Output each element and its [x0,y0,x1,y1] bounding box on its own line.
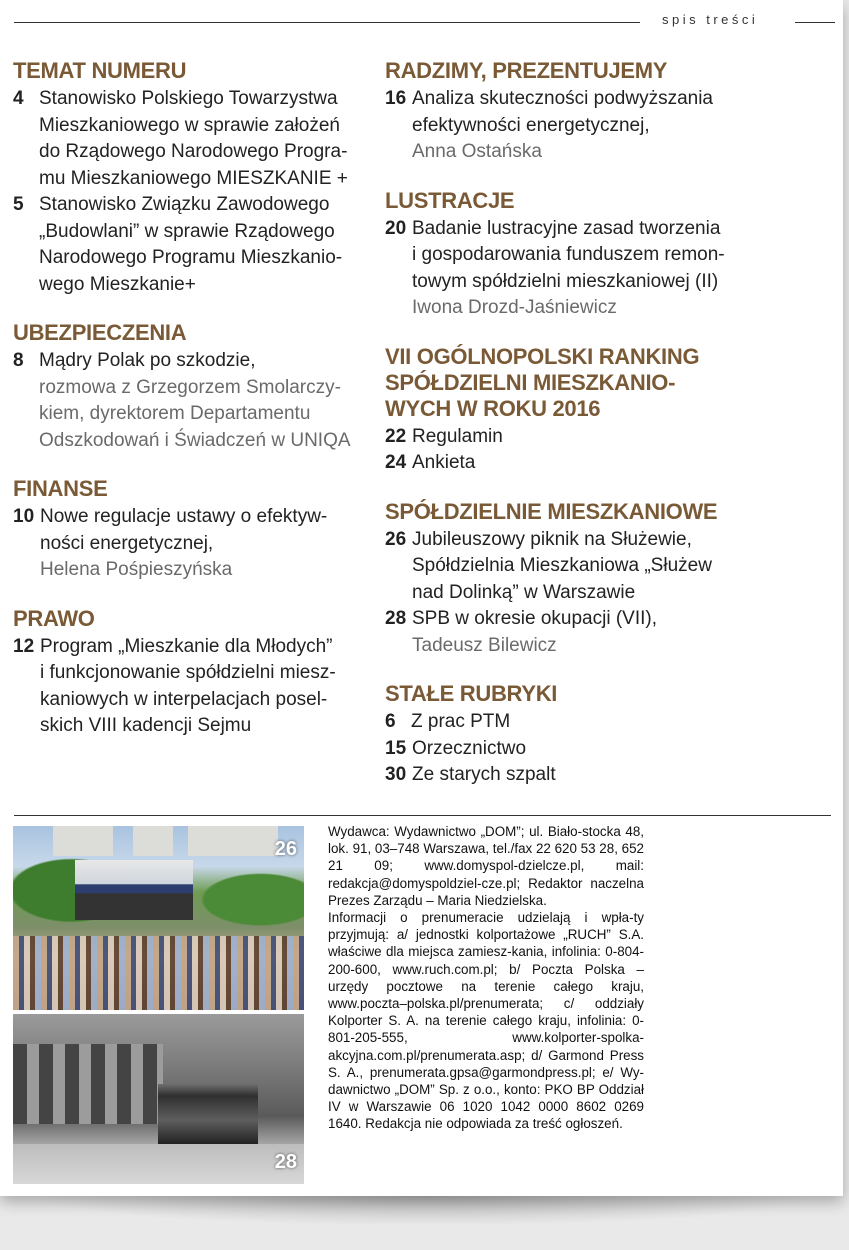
entry-title-line: Program „Mieszkanie dla Młodych” [40,635,333,657]
entry-title-line: wego Mieszkanie+ [39,273,196,295]
entry-author-line: rozmowa z Grzegorzem Smolarczy- [39,376,341,398]
header-rule-left [14,22,640,23]
entry-title-line: skich VIII kadencji Sejmu [40,715,252,736]
entry-title-line: Mądry Polak po szkodzie, [39,350,256,371]
photo-page-number: 28 [274,1151,297,1173]
entry-author-line: kiem, dyrektorem Departamentu [39,403,311,424]
entry-title-line: Nowe regulacje ustawy o efektyw- [40,506,328,527]
toc-entry[interactable] [385,709,735,736]
footer-separator [14,815,831,816]
toc-entry[interactable] [13,348,358,454]
entry-title-line: Spółdzielnia Mieszkaniowa „Służew [412,555,712,576]
page-number: 26 [385,528,407,550]
section-heading: LUSTRACJE [385,187,515,213]
toc-entry[interactable] [385,86,735,166]
entry-author-line: Tadeusz Bilewicz [412,634,557,656]
toc-section [13,606,358,740]
entry-title-line: Stanowisko Związku Zawodowego [39,194,330,215]
page-number: 20 [385,217,407,239]
page-number: 10 [13,506,35,527]
entry-title-line: towym spółdzielni mieszkaniowej (II) [412,270,719,292]
entry-body [412,527,735,607]
publisher-info: Wydawca: Wydawnictwo „DOM”; ul. Biało-stocka 48, lok. 91, 03–748 Warszawa, tel./fax 22 620 53 28, 652 21 09; www.domyspol-dzielcze.pl, mail: redakcja@domyspoldziel-cze.pl; Redaktor naczelna Prezes Zarządu – Maria Niedzielska. [328,824,644,908]
section-heading-line: SPÓŁDZIELNI MIESZKANIO- [385,369,676,395]
entry-title-line: Regulamin [412,425,503,447]
section-heading-line: VII OGÓLNOPOLSKI RANKING [385,343,700,369]
entry-author-line: Helena Pośpieszyńska [40,559,233,580]
toc-section [385,188,735,322]
entry-title-line: Badanie lustracyjne zasad tworzenia [412,217,721,239]
entry-body [412,216,735,322]
entry-title-line: Ze starych szpalt [412,764,556,785]
entry-author-line: Iwona Drozd-Jaśniewicz [412,297,617,318]
entry-title-line: Z prac PTM [411,711,511,732]
section-heading-line: WYCH W ROKU 2016 [385,395,601,421]
entry-title-line: mu Mieszkaniowego MIESZKANIE + [39,167,348,189]
page-number: 8 [13,350,24,371]
entry-title-line: „Budowlani” w sprawie Rządowego [39,220,335,242]
section-heading: PRAWO [13,605,95,631]
entry-title-line: Narodowego Programu Mieszkanio- [39,247,343,268]
section-heading: STAŁE RUBRYKI [385,681,558,706]
section-heading: UBEZPIECZENIA [13,320,187,345]
toc-entry[interactable] [385,606,735,659]
entry-title-line: Orzecznictwo [412,737,527,759]
entry-body [412,606,735,659]
photo-historic-street [13,1014,304,1184]
toc-entry[interactable] [385,450,735,477]
section-heading: RADZIMY, PREZENTUJEMY [385,58,668,83]
entry-body [39,86,358,192]
toc-section [13,58,358,298]
page-number: 12 [13,635,35,657]
toc-entry[interactable] [385,424,735,451]
entry-title-line: do Rządowego Narodowego Progra- [39,141,348,162]
toc-section [385,681,735,789]
toc-entry[interactable] [13,192,358,298]
entry-body [412,736,735,763]
entry-body [39,348,358,454]
entry-body [412,762,735,789]
section-label: spis treści [662,12,759,27]
toc-right-column [385,58,735,811]
entry-title-line: i gospodarowania funduszem remon- [412,244,725,265]
entry-body [40,504,358,584]
entry-title-line: Analiza skuteczności podwyższania [412,88,713,109]
toc-entry[interactable] [385,736,735,763]
entry-body [412,450,735,477]
toc-entry[interactable] [385,216,735,322]
page-number: 4 [13,88,24,109]
page-number: 28 [385,608,407,629]
section-heading: FINANSE [13,476,108,501]
entry-author-line: Anna Ostańska [412,141,542,162]
page-number: 5 [13,194,24,215]
page-shadow [30,1196,820,1226]
page-number: 30 [385,764,407,785]
entry-title-line: Stanowisko Polskiego Towarzystwa [39,88,338,109]
entry-title-line: Ankieta [412,452,476,473]
section-heading: TEMAT NUMERU [13,58,187,83]
toc-section [13,320,358,454]
toc-entry[interactable] [13,86,358,192]
entry-title-line: i funkcjonowanie spółdzielni miesz- [40,662,336,683]
photo-page-number: 26 [274,838,297,860]
entry-title-line: kaniowych w interpelacjach posel- [40,688,328,710]
toc-left-column [13,58,358,762]
section-heading: SPÓŁDZIELNIE MIESZKANIOWE [385,498,718,524]
road-graphic [13,1144,304,1184]
page-number: 15 [385,737,407,759]
entry-author-line: Odszkodowań i Świadczeń w UNIQA [39,429,351,451]
page-number: 24 [385,452,407,473]
entry-title-line: ności energetycznej, [40,532,214,554]
toc-section [13,476,358,584]
entry-title-line: Jubileuszowy piknik na Służewie, [412,528,692,550]
toc-section [385,344,735,477]
toc-section [385,58,735,166]
page-number: 16 [385,88,407,109]
entry-body [412,424,735,451]
subscription-info: Informacji o prenumeracie udzielają i wpła-ty przyjmują: a/ jednostki kolportażowe „RUCH” S.A. właściwe dla miejsca zamiesz-kania, infolinia: 0-804-200-600, www.ruch.com.pl; b/ Poczta Polska – urzędy pocztowe na terenie całego kraju, www.poczta–polska.pl/prenumerata; c/ oddziały Kolporter S. A. na terenie całego kraju, infolinia: 0-801-205-555, www.kolporter-spolka-akcyjna.com.pl/prenumerata.asp; d/ Garmond Press S. A., prenumerata.gpsa@garmondpress.pl; e/ Wy-dawnictwo „DOM” Sp. z o.o., konto: PKO BP Oddział IV w Warszawie 06 1020 1042 0000 8602 0269 1640. Redakcja nie odpowiada za treść ogłoszeń. [328,910,644,1132]
tram-graphic [158,1084,258,1144]
header-rule-right [795,22,835,23]
page-number: 22 [385,425,407,447]
toc-section [385,499,735,660]
entry-body [412,86,735,166]
toc-entry[interactable] [13,504,358,584]
photo-picnic [13,826,304,1010]
entry-title-line: Mieszkaniowego w sprawie założeń [39,114,340,136]
entry-body [39,192,358,298]
entry-body [40,634,358,740]
page-number: 6 [385,711,396,732]
toc-entry[interactable] [385,527,735,607]
stage-graphic [75,860,193,920]
entry-title-line: SPB w okresie okupacji (VII), [412,608,657,629]
arcade-graphic [13,1044,163,1124]
toc-entry[interactable] [385,762,735,789]
crowd-graphic [13,936,304,1010]
toc-entry[interactable] [13,634,358,740]
colophon [328,823,644,1133]
entry-body [411,709,735,736]
section-heading [385,344,735,422]
entry-title-line: nad Dolinką” w Warszawie [412,581,636,603]
entry-title-line: efektywności energetycznej, [412,114,650,136]
